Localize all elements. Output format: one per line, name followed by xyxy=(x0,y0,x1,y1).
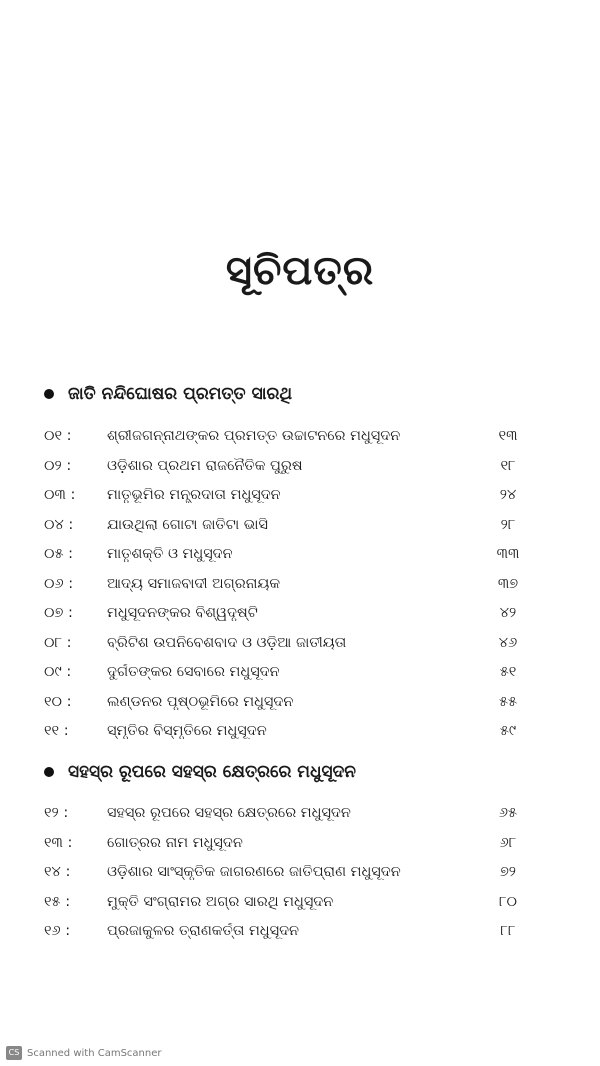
entry-number: ୧୨ : xyxy=(44,805,69,821)
entry-page-number: ୫୫ xyxy=(498,693,518,710)
toc-entry xyxy=(0,694,600,724)
camscanner-logo-icon: CS xyxy=(6,1046,22,1060)
toc-entry xyxy=(0,723,600,753)
toc-entry xyxy=(0,894,600,924)
toc-entry xyxy=(0,546,600,576)
entry-page-number: ୪୨ xyxy=(499,605,517,621)
entry-number: ୦୩ : xyxy=(44,487,76,503)
entry-page-number: ୨୮ xyxy=(500,516,516,533)
entry-number: ୦୨ : xyxy=(44,457,72,474)
entry-number: ୧୬ : xyxy=(44,923,71,939)
toc-entry xyxy=(0,923,600,953)
toc-entry xyxy=(0,805,600,835)
entry-title: ମୁକ୍ତି ସଂଗ୍ରାମର ଅଗ୍ର ସାରଥି ମଧୁସୂଦନ xyxy=(107,893,334,910)
entry-title: ପ୍ରଜାକୁଳର ତ୍ରାଣକର୍ତ୍ତା ମଧୁସୂଦନ xyxy=(107,923,300,939)
section-heading-2 xyxy=(44,762,356,782)
entry-number: ୦୬ : xyxy=(44,575,74,592)
entry-number: ୧୦ : xyxy=(44,693,72,710)
toc-entry xyxy=(0,576,600,606)
entry-number: ୧୧ : xyxy=(44,723,69,739)
entry-title: ଗୋତ୍ରର ନାମ ମଧୁସୂଦନ xyxy=(107,834,243,851)
entry-page-number: ୩୭ xyxy=(497,575,519,592)
page-title: ସୂଚିପତ୍ର xyxy=(225,248,375,294)
bullet-icon xyxy=(44,767,54,777)
toc-entry xyxy=(0,664,600,694)
entry-title: ମାତୃଶକ୍ତି ଓ ମଧୁସୂଦନ xyxy=(107,546,233,562)
section-heading-1 xyxy=(44,384,292,404)
entry-page-number: ୬୫ xyxy=(498,805,518,821)
entry-title: ସ୍ମୃତିର ବିସ୍ମୃତିରେ ମଧୁସୂଦନ xyxy=(107,723,267,739)
entry-number: ୦୧ : xyxy=(44,428,72,444)
toc-list-1 xyxy=(0,428,600,753)
toc-entry xyxy=(0,428,600,458)
toc-entry xyxy=(0,487,600,517)
entry-page-number: ୭୨ xyxy=(499,864,517,880)
entry-title: ସହସ୍ର ରୂପରେ ସହସ୍ର କ୍ଷେତ୍ରରେ ମଧୁସୂଦନ xyxy=(107,805,351,821)
entry-title: ଓଡ଼ିଶାର ସାଂସ୍କୃତିକ ଜାଗରଣରେ ଜାତିପ୍ରାଣ ମଧୁସୂଦନ xyxy=(107,864,401,880)
section-heading-text: ଜାତି ନନ୍ଦିଘୋଷର ପ୍ରମତ୍ତ ସାରଥି xyxy=(68,384,293,404)
entry-page-number: ୫୯ xyxy=(499,723,517,739)
entry-number: ୦୪ : xyxy=(44,516,74,533)
toc-entry xyxy=(0,605,600,635)
toc-entry xyxy=(0,517,600,547)
entry-title: ଦୁର୍ଗତଙ୍କର ସେବାରେ ମଧୁସୂଦନ xyxy=(107,664,280,680)
entry-number: ୦୮ : xyxy=(44,634,72,651)
entry-title: ମାତୃଭୂମିର ମନ୍ତ୍ରଦାତା ମଧୁସୂଦନ xyxy=(107,487,281,503)
entry-title: ଆଦ୍ୟ ସମାଜବାଦୀ ଅଗ୍ରନାୟକ xyxy=(107,575,281,592)
entry-page-number: ୫୧ xyxy=(499,664,517,680)
entry-page-number: ୬୮ xyxy=(499,834,517,851)
entry-title: ଯାଉଥିଲା ଗୋଟା ଜାତିଟା ଭାସି xyxy=(107,516,268,533)
entry-number: ୧୪ : xyxy=(44,864,71,880)
entry-number: ୧୩ : xyxy=(44,834,73,851)
bullet-icon xyxy=(44,389,54,399)
entry-number: ୧୫ : xyxy=(44,893,71,910)
entry-page-number: ୧୩ xyxy=(498,428,518,444)
toc-entry xyxy=(0,458,600,488)
entry-page-number: ୪୬ xyxy=(498,634,518,651)
entry-page-number: ୧୮ xyxy=(500,457,516,474)
entry-page-number: ୮୮ xyxy=(500,923,516,939)
section-heading-text: ସହସ୍ର ରୂପରେ ସହସ୍ର କ୍ଷେତ୍ରରେ ମଧୁସୂଦନ xyxy=(68,762,356,782)
scanner-footer xyxy=(6,1046,162,1060)
entry-title: ଓଡ଼ିଶାର ପ୍ରଥମ ରାଜନୈତିକ ପୁରୁଷ xyxy=(107,457,303,474)
entry-number: ୦୭ : xyxy=(44,605,73,621)
entry-title: ଶ୍ରୀଜଗନ୍ନାଥଙ୍କର ପ୍ରମତ୍ତ ଉଚ୍ଚାଟନରେ ମଧୁସୂଦନ xyxy=(107,428,401,444)
toc-entry xyxy=(0,835,600,865)
toc-list-2 xyxy=(0,805,600,953)
entry-page-number: ୩୩ xyxy=(496,546,520,562)
entry-title: ବ୍ରିଟିଶ ଉପନିବେଶବାଦ ଓ ଓଡ଼ିଆ ଜାତୀୟତା xyxy=(107,634,347,651)
toc-entry xyxy=(0,864,600,894)
footer-text: Scanned with CamScanner xyxy=(27,1047,162,1059)
entry-title: ଲଣ୍ଡନର ପୃଷ୍ଠଭୂମିରେ ମଧୁସୂଦନ xyxy=(107,693,294,710)
entry-page-number: ୮୦ xyxy=(498,893,518,910)
entry-title: ମଧୁସୂଦନଙ୍କର ବିଶ୍ୱଦୃଷ୍ଟି xyxy=(107,605,258,621)
entry-page-number: ୨୪ xyxy=(499,487,517,503)
entry-number: ୦୫ : xyxy=(44,546,74,562)
toc-entry xyxy=(0,635,600,665)
entry-number: ୦୯ : xyxy=(44,664,72,680)
